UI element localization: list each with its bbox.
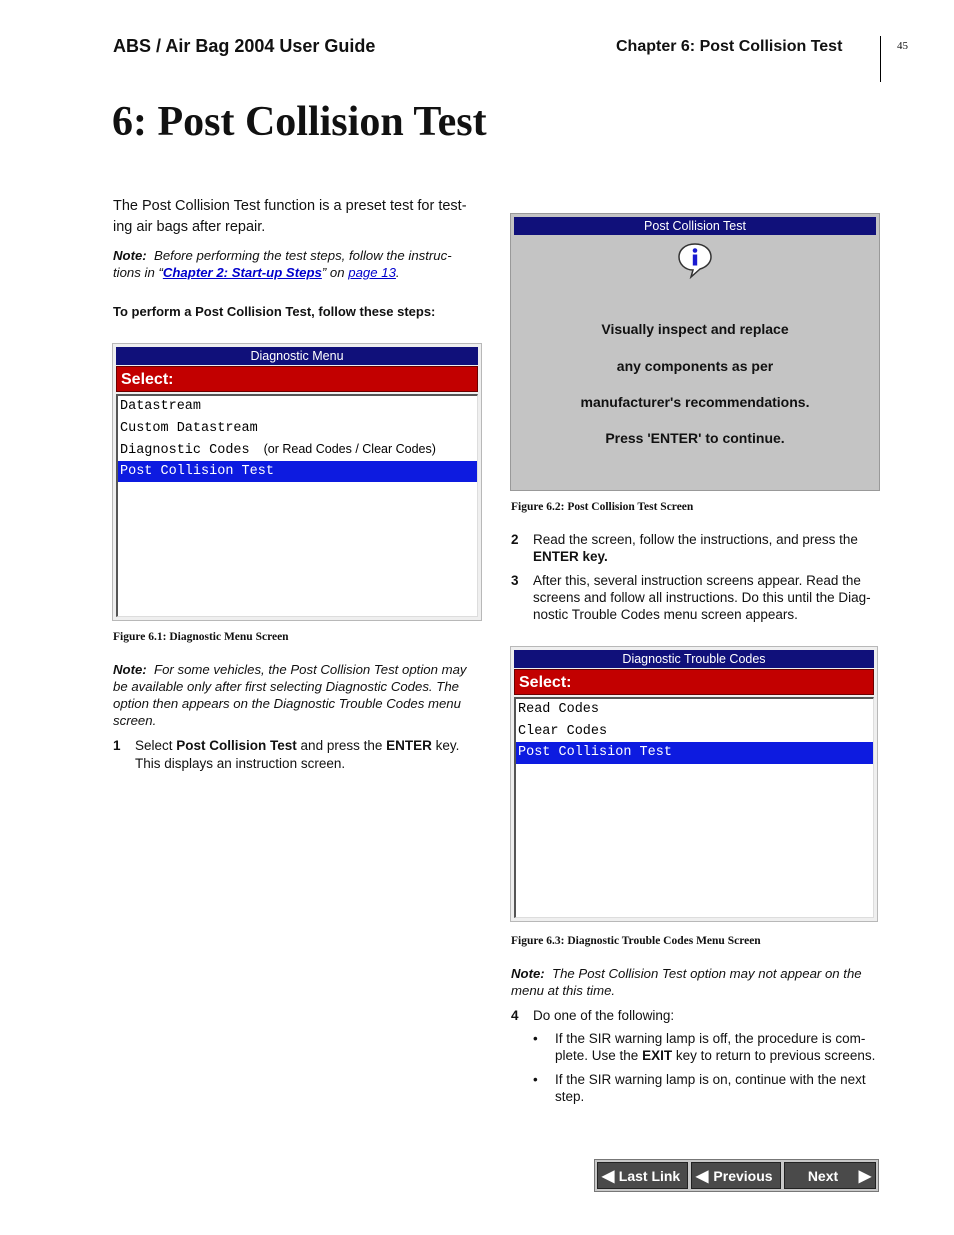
info-icon bbox=[677, 241, 713, 279]
instruction-line: Visually inspect and replace bbox=[601, 321, 789, 337]
menu-item-diagnostic-codes[interactable] bbox=[118, 439, 477, 461]
note-text: tions in “ bbox=[113, 265, 163, 280]
instruction-line: any components as per bbox=[616, 358, 774, 374]
bullet-text: key to return to previous screens. bbox=[672, 1048, 876, 1063]
step-text: Select bbox=[135, 738, 177, 753]
right-arrow-icon: ▶ bbox=[858, 1168, 871, 1185]
step-bold: Post Collision Test bbox=[176, 738, 297, 753]
screen-title-bar: Post Collision Test bbox=[514, 217, 876, 235]
menu-item-datastream[interactable]: Datastream bbox=[120, 399, 202, 414]
guide-title: ABS / Air Bag 2004 User Guide bbox=[113, 36, 376, 56]
bullet-lamp-on bbox=[533, 1071, 888, 1105]
instruction-line: Press 'ENTER' to continue. bbox=[605, 430, 785, 446]
button-label: Previous bbox=[713, 1168, 773, 1184]
page-title: 6: Post Collision Test bbox=[112, 99, 487, 145]
page-number: 45 bbox=[897, 40, 908, 52]
bullet-text: If the SIR warning lamp is off, the procedure is com- bbox=[555, 1031, 866, 1046]
note-text: menu at this time. bbox=[511, 983, 616, 998]
menu-item-clear-codes[interactable]: Clear Codes bbox=[518, 723, 608, 739]
bullet: • bbox=[533, 1031, 538, 1046]
select-bar: Select: bbox=[514, 669, 874, 695]
button-label: Next bbox=[807, 1168, 839, 1184]
previous-button[interactable] bbox=[691, 1162, 781, 1189]
figure-caption: Figure 6.1: Diagnostic Menu Screen bbox=[113, 631, 289, 643]
step-text: and press the bbox=[296, 738, 387, 753]
intro-line: ing air bags after repair. bbox=[113, 219, 266, 235]
figure-caption: Figure 6.3: Diagnostic Trouble Codes Menu Screen bbox=[511, 935, 761, 947]
menu-item-hint: (or Read Codes / Clear Codes) bbox=[263, 442, 436, 456]
step-text: screens and follow all instructions. Do this until the Diag- bbox=[533, 590, 871, 605]
bullet-lamp-off bbox=[533, 1030, 888, 1064]
next-button[interactable] bbox=[784, 1162, 876, 1189]
select-bar: Select: bbox=[116, 366, 478, 392]
diagnostic-menu-screen bbox=[112, 343, 482, 621]
chapter-title: Chapter 6: Post Collision Test bbox=[616, 38, 843, 55]
bullet-text: step. bbox=[555, 1089, 585, 1104]
step-number: 3 bbox=[511, 573, 519, 588]
post-collision-test-screen bbox=[510, 213, 880, 491]
bullet-bold: EXIT bbox=[642, 1048, 673, 1063]
step-text: nostic Trouble Codes menu screen appears. bbox=[533, 607, 798, 622]
note-label: Note: bbox=[113, 248, 147, 263]
step-text: This displays an instruction screen. bbox=[135, 756, 346, 771]
menu-item-post-collision-test[interactable]: Post Collision Test bbox=[118, 461, 477, 483]
last-link-button[interactable] bbox=[597, 1162, 688, 1189]
step-number: 2 bbox=[511, 532, 519, 547]
step-bold: ENTER key. bbox=[533, 549, 608, 564]
note-text: ” on bbox=[321, 265, 349, 280]
step-1 bbox=[113, 737, 488, 772]
menu-list bbox=[514, 697, 874, 918]
instruction-line: manufacturer's recommendations. bbox=[580, 394, 810, 410]
step-4 bbox=[511, 1007, 886, 1024]
menu-list bbox=[116, 394, 478, 617]
button-label: Last Link bbox=[618, 1168, 681, 1184]
step-text: After this, several instruction screens appear. Read the bbox=[533, 573, 861, 588]
back-arrow-icon: ◀ bbox=[602, 1168, 615, 1185]
intro-paragraph bbox=[113, 196, 488, 238]
note-text: screen. bbox=[113, 713, 157, 728]
step-bold: ENTER bbox=[386, 738, 432, 753]
screen-title-bar: Diagnostic Menu bbox=[116, 347, 478, 365]
nav-bar bbox=[594, 1159, 879, 1192]
menu-item-read-codes[interactable]: Read Codes bbox=[518, 702, 600, 717]
note-text: The Post Collision Test option may not appear on the bbox=[552, 966, 862, 981]
chapter-2-link[interactable]: Chapter 2: Start-up Steps bbox=[162, 265, 322, 280]
menu-item-post-collision-test[interactable]: Post Collision Test bbox=[516, 742, 873, 764]
note-option bbox=[511, 965, 886, 999]
step-number: 4 bbox=[511, 1008, 519, 1023]
step-text: key. bbox=[431, 738, 460, 753]
note-text: For some vehicles, the Post Collision Test option may bbox=[154, 662, 467, 677]
screen-title-bar: Diagnostic Trouble Codes bbox=[514, 650, 874, 668]
figure-caption: Figure 6.2: Post Collision Test Screen bbox=[511, 501, 694, 513]
note-vehicles bbox=[113, 661, 488, 729]
steps-heading: To perform a Post Collision Test, follow these steps: bbox=[113, 304, 436, 319]
menu-item-label: Diagnostic Codes bbox=[120, 443, 250, 458]
menu-item-custom-datastream[interactable]: Custom Datastream bbox=[120, 420, 258, 436]
step-text: Do one of the following: bbox=[533, 1008, 675, 1023]
bullet-text: If the SIR warning lamp is on, continue with the next bbox=[555, 1072, 866, 1087]
step-text: Read the screen, follow the instructions, and press the bbox=[533, 532, 858, 547]
note-text: . bbox=[395, 265, 400, 280]
note-label: Note: bbox=[113, 662, 147, 677]
note-startup bbox=[113, 247, 488, 281]
step-number: 1 bbox=[113, 738, 121, 753]
diagnostic-trouble-codes-screen bbox=[510, 646, 878, 922]
note-label: Note: bbox=[511, 966, 545, 981]
left-arrow-icon: ◀ bbox=[696, 1168, 709, 1185]
header-divider bbox=[880, 36, 881, 82]
page-13-link[interactable]: page 13 bbox=[348, 265, 396, 280]
note-text: option then appears on the Diagnostic Trouble Codes menu bbox=[113, 696, 461, 711]
note-text: Before performing the test steps, follow the instruc- bbox=[154, 248, 452, 263]
bullet: • bbox=[533, 1072, 538, 1087]
step-3 bbox=[511, 572, 886, 623]
bullet-text: plete. Use the bbox=[555, 1048, 643, 1063]
note-text: be available only after first selecting Diagnostic Codes. The bbox=[113, 679, 459, 694]
intro-line: The Post Collision Test function is a preset test for test- bbox=[113, 198, 467, 214]
step-2 bbox=[511, 531, 886, 565]
